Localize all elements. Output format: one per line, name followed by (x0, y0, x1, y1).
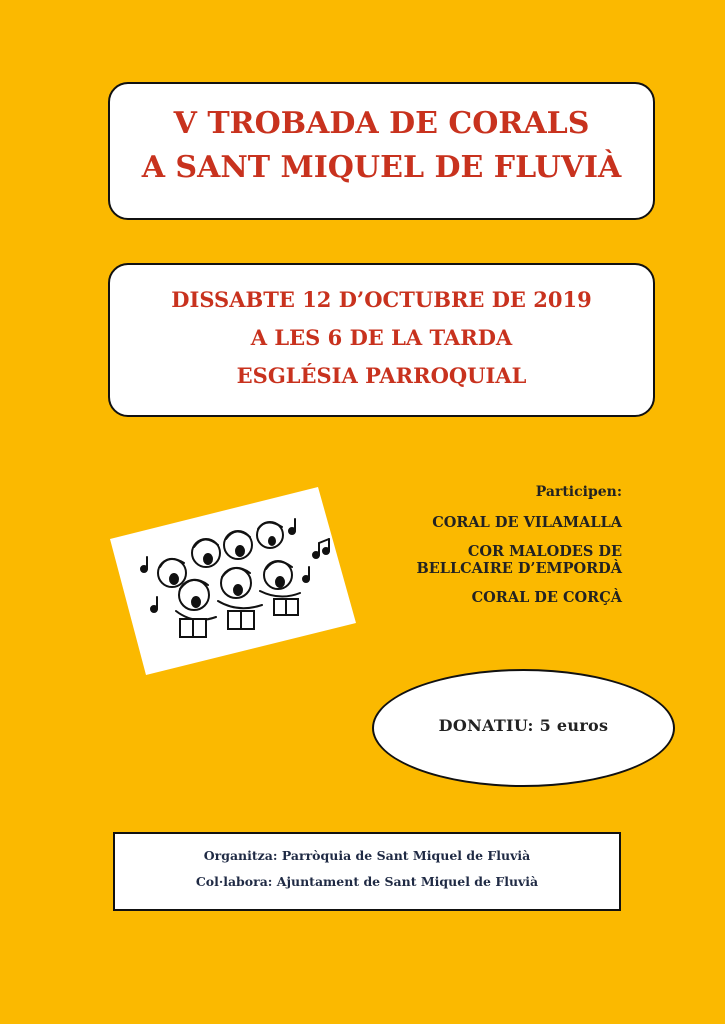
donation-oval (372, 669, 675, 787)
singing-choir-illustration (110, 487, 356, 675)
event-place: ESGLÉSIA PARROQUIAL (236, 363, 527, 388)
organizer-line: Organitza: Parròquia de Sant Miquel de Fluvià (203, 848, 531, 863)
participant-item: CORAL DE VILAMALLA (432, 514, 622, 531)
participant-item: COR MALODES DE BELLCAIRE D’EMPORDÀ (416, 543, 622, 577)
title-box (108, 82, 655, 220)
collaborator-line: Col·labora: Ajuntament de Sant Miquel de Fluvià (195, 874, 539, 889)
donation-label: DONATIU: 5 euros (438, 715, 609, 735)
organizers-box (113, 832, 621, 911)
event-details-box (108, 263, 655, 417)
participant-item: CORAL DE CORÇÀ (471, 589, 622, 606)
event-date: DISSABTE 12 D’OCTUBRE DE 2019 (171, 287, 592, 312)
title-line-2: A SANT MIQUEL DE FLUVIÀ (141, 150, 622, 185)
title-line-1: V TROBADA DE CORALS (173, 106, 590, 141)
event-time: A LES 6 DE LA TARDA (250, 325, 513, 350)
participants-heading: Participen: (535, 484, 622, 500)
participants-list (380, 480, 622, 618)
